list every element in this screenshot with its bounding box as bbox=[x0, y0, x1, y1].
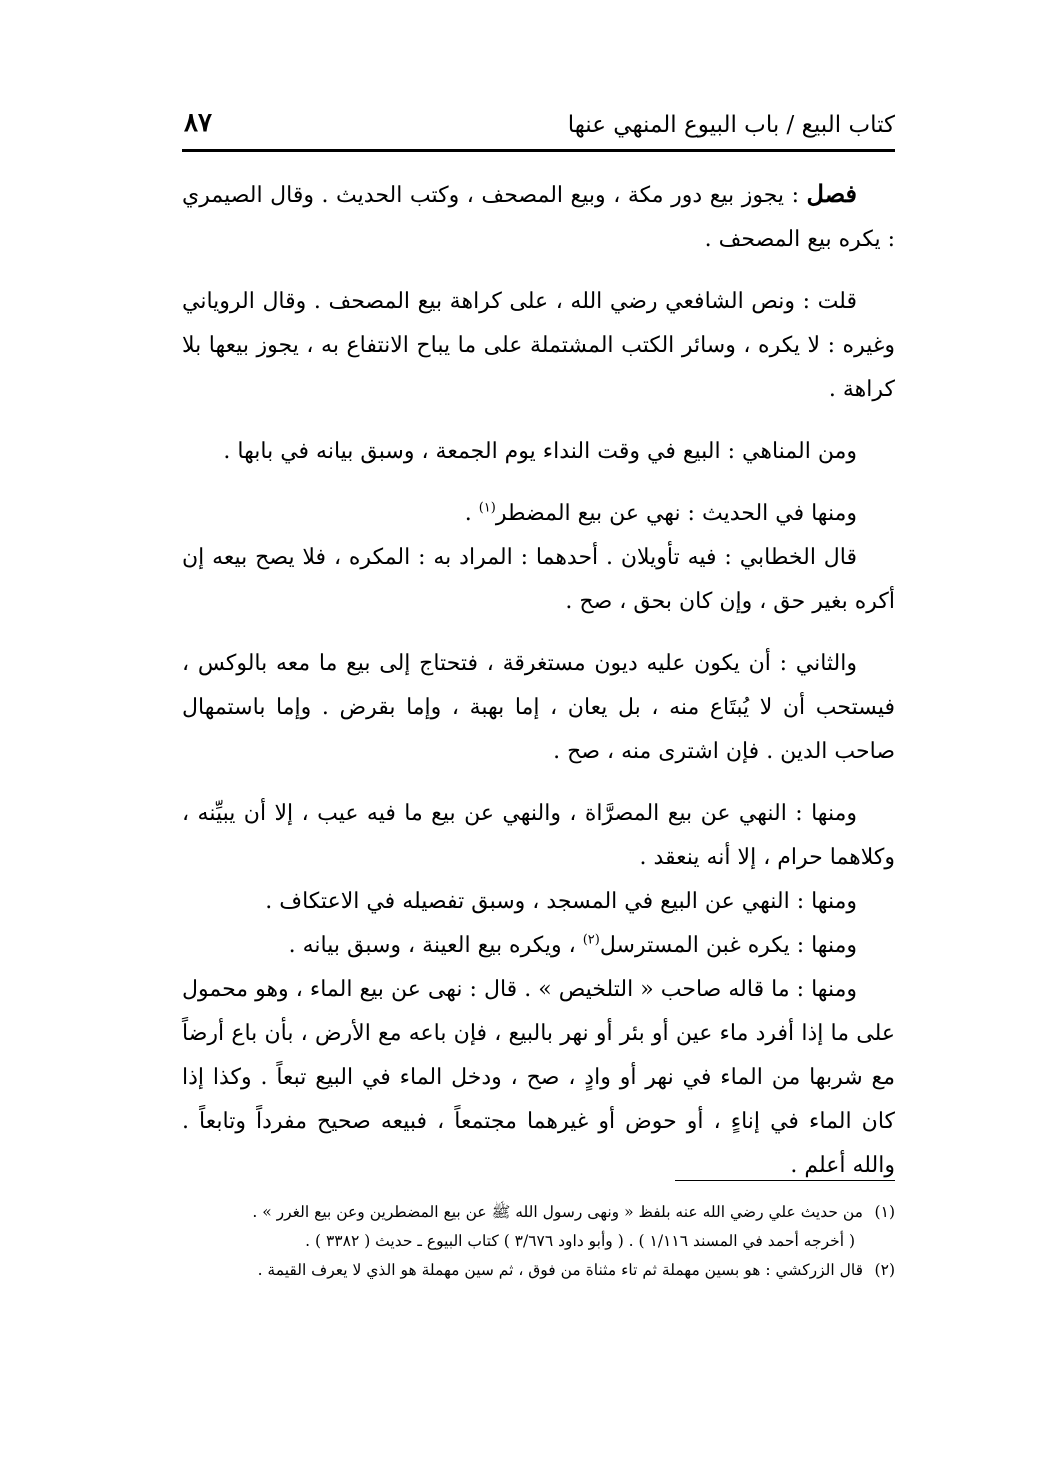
footnote bbox=[182, 1198, 895, 1227]
footnote-number: (١) bbox=[874, 1203, 895, 1221]
page-header bbox=[182, 108, 895, 150]
footnote-ref[interactable]: (١) bbox=[478, 500, 496, 516]
running-title: كتاب البيع / باب البيوع المنهي عنها bbox=[567, 112, 895, 138]
page-number: ٨٧ bbox=[184, 108, 212, 138]
paragraph: ومن المناهي : البيع في وقت النداء يوم الجمعة ، وسبق بيانه في بابها . bbox=[223, 439, 857, 464]
paragraph bbox=[182, 492, 895, 536]
paragraph: ومنها : ما قاله صاحب « التلخيص » . قال : نهى عن بيع الماء ، وهو محمول على ما إذا أفرد ماء عين أو بئر أو نهر بالبيع ، فإن باعه مع الأرض ، بأن باع أرضاً مع شربها من الماء في نهر أو وادٍ ، صح ، ودخل الماء في البيع تبعاً . وكذا إذا كان الماء في إناءٍ ، أو حوض أو غيرهما مجتمعاً ، فبيعه صحيح مفرداً وتابعاً . والله أعلم . bbox=[182, 977, 895, 1178]
footnotes bbox=[182, 1198, 895, 1285]
section-label: فصل bbox=[806, 179, 857, 208]
paragraph-text: ، ويكره بيع العينة ، وسبق بيانه . bbox=[288, 933, 583, 958]
paragraph bbox=[182, 924, 895, 968]
footnote-rule bbox=[675, 1180, 895, 1181]
page bbox=[182, 0, 895, 1477]
paragraph-fasl bbox=[182, 172, 895, 262]
paragraph: والثاني : أن يكون عليه ديون مستغرقة ، فتحتاج إلى بيع ما معه بالوكس ، فيستحب أن لا يُبتَاع منه ، بل يعان ، إما بهبة ، وإما بقرض . وإما باستمهال صاحب الدين . فإن اشترى منه ، صح . bbox=[182, 651, 895, 764]
header-rule bbox=[182, 149, 895, 152]
paragraph: ومنها : النهي عن بيع المصرَّاة ، والنهي عن بيع ما فيه عيب ، إلا أن يبيِّنه ، وكلاهما حرام ، إلا أنه ينعقد . bbox=[182, 801, 895, 870]
paragraph: قال الخطابي : فيه تأويلان . أحدهما : المراد به : المكره ، فلا يصح بيعه إن أكره بغير حق ، وإن كان بحق ، صح . bbox=[182, 545, 895, 614]
paragraph-text: : يجوز بيع دور مكة ، وبيع المصحف ، وكتب الحديث . وقال الصيمري : يكره بيع المصحف . bbox=[182, 183, 895, 252]
footnote-ref[interactable]: (٢) bbox=[582, 932, 600, 948]
paragraph-text: ومنها في الحديث : نهي عن بيع المضطر bbox=[495, 501, 857, 526]
footnote-number: (٢) bbox=[874, 1261, 895, 1279]
main-text bbox=[182, 172, 895, 1188]
paragraph-text: . bbox=[464, 501, 479, 526]
footnote-text: من حديث علي رضي الله عنه بلفظ « ونهى رسول الله ﷺ عن بيع المضطرين وعن بيع الغرر » . bbox=[252, 1203, 863, 1221]
paragraph-text: ومنها : يكره غبن المسترسل bbox=[599, 933, 857, 958]
paragraph: ومنها : النهي عن البيع في المسجد ، وسبق تفصيله في الاعتكاف . bbox=[265, 889, 857, 914]
footnote-text: قال الزركشي : هو بسين مهملة ثم تاء مثناة من فوق ، ثم سين مهملة هو الذي لا يعرف القيمة . bbox=[257, 1261, 863, 1279]
paragraph: قلت : ونص الشافعي رضي الله ، على كراهة بيع المصحف . وقال الروياني وغيره : لا يكره ، وسائر الكتب المشتملة على ما يباح الانتفاع به ، يجوز بيعها بلا كراهة . bbox=[182, 289, 895, 402]
footnote bbox=[182, 1256, 895, 1285]
footnote-text: ( أخرجه أحمد في المسند ١/١١٦ ) . ( وأبو داود ٣/٦٧٦ ) كتاب البيوع ـ حديث ( ٣٣٨٢ ) . bbox=[305, 1232, 855, 1250]
footnote-continuation bbox=[182, 1227, 895, 1256]
